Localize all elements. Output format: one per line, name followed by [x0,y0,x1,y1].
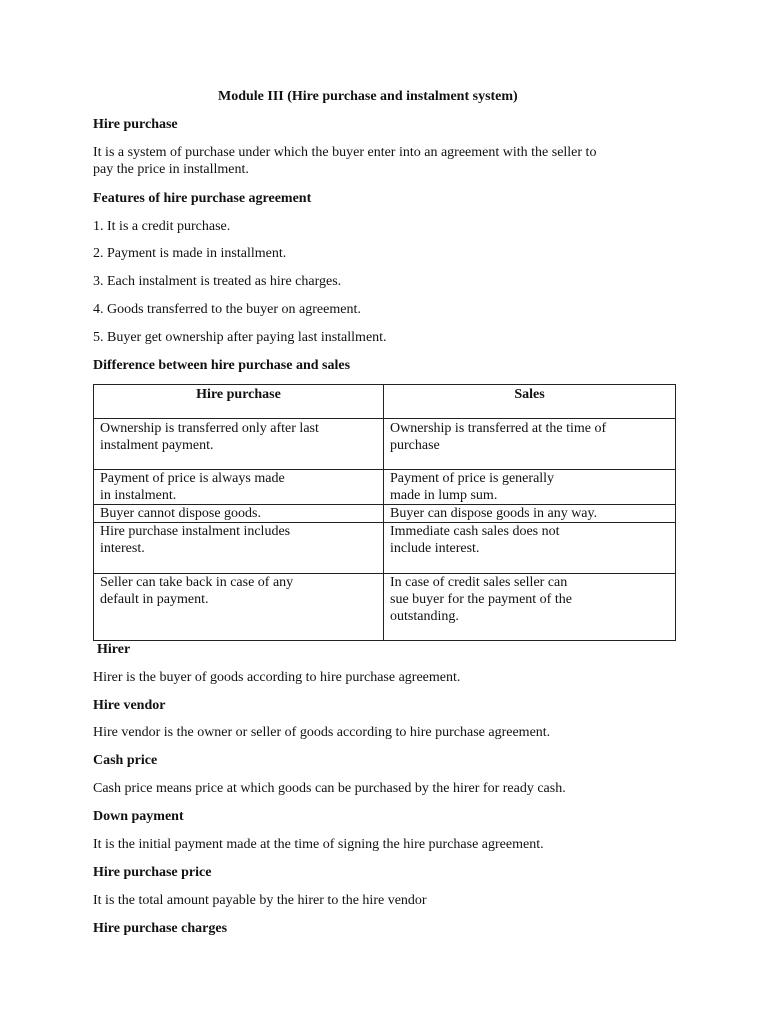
definition-hire-purchase-price: It is the total amount payable by the hirer to the hire vendor [93,893,427,908]
heading-difference: Difference between hire purchase and sales [93,358,351,373]
column-header-hire-purchase: Hire purchase [94,385,384,419]
definition-down-payment: It is the initial payment made at the time of signing the hire purchase agreement. [93,837,544,852]
definition-cash-price: Cash price means price at which goods can be purchased by the hirer for ready cash. [93,781,566,796]
definition-hirer: Hirer is the buyer of goods according to hire purchase agreement. [93,670,461,685]
table-cell: Ownership is transferred at the time of purchase [384,419,676,470]
table-row [94,574,676,641]
feature-item: 1. It is a credit purchase. [93,219,231,234]
table-row [94,505,676,523]
hire-purchase-definition-line1: It is a system of purchase under which the buyer enter into an agreement with the seller to [93,145,597,160]
difference-table [93,384,676,641]
table-row [94,523,676,574]
table-cell: Buyer can dispose goods in any way. [384,505,676,523]
table-row [94,470,676,505]
heading-hirer: Hirer [97,642,131,657]
heading-hire-vendor: Hire vendor [93,698,166,713]
table-cell: In case of credit sales seller can sue buyer for the payment of the outstanding. [384,574,676,641]
hire-purchase-definition-line2: pay the price in installment. [93,162,249,177]
table-header-row [94,385,676,419]
heading-cash-price: Cash price [93,753,158,768]
heading-hire-purchase: Hire purchase [93,117,178,132]
column-header-sales: Sales [384,385,676,419]
feature-item: 4. Goods transferred to the buyer on agreement. [93,302,361,317]
heading-hire-purchase-charges: Hire purchase charges [93,921,228,936]
heading-hire-purchase-price: Hire purchase price [93,865,212,880]
feature-item: 5. Buyer get ownership after paying last installment. [93,330,387,345]
document-title: Module III (Hire purchase and instalment system) [218,89,518,104]
table-cell: Immediate cash sales does not include interest. [384,523,676,574]
feature-item: 3. Each instalment is treated as hire charges. [93,274,342,289]
definition-hire-vendor: Hire vendor is the owner or seller of goods according to hire purchase agreement. [93,725,551,740]
feature-item: 2. Payment is made in installment. [93,246,287,261]
table-cell: Ownership is transferred only after last instalment payment. [94,419,384,470]
table-cell: Seller can take back in case of any default in payment. [94,574,384,641]
table-cell: Buyer cannot dispose goods. [94,505,384,523]
table-row [94,419,676,470]
heading-down-payment: Down payment [93,809,184,824]
table-cell: Hire purchase instalment includes interest. [94,523,384,574]
table-cell: Payment of price is always made in instalment. [94,470,384,505]
table-cell: Payment of price is generally made in lump sum. [384,470,676,505]
heading-features: Features of hire purchase agreement [93,191,312,206]
